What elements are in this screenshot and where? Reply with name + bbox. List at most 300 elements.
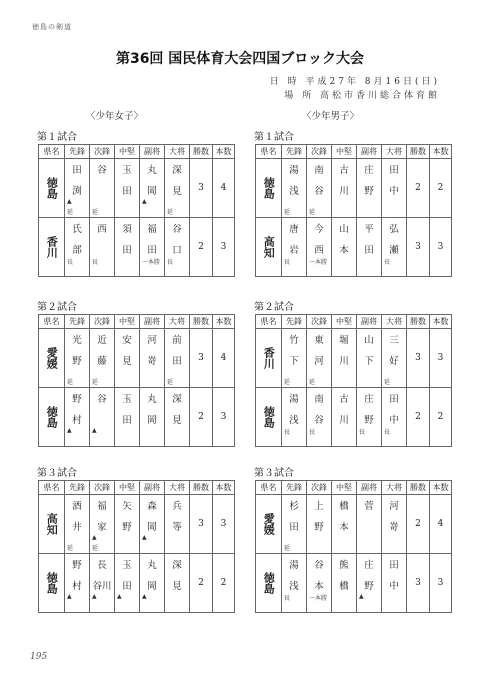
player-cell <box>357 159 382 218</box>
player-name-1: 湯 <box>289 560 299 571</box>
result-mark: ▲ <box>92 534 97 541</box>
player-name-1: 兵 <box>172 501 182 512</box>
column-header: 次鋒 <box>307 315 332 329</box>
column-header: 本数 <box>213 145 235 159</box>
player-cell <box>382 218 407 277</box>
player-name-2: 藤 <box>97 356 107 367</box>
win-count: 3 <box>407 554 430 613</box>
player-name-2: 渕 <box>72 186 82 197</box>
player-cell <box>357 329 382 388</box>
column-header: 大将 <box>382 315 407 329</box>
result-note: 延 <box>309 209 316 216</box>
player-name-1: 玉 <box>122 165 132 176</box>
player-name-2: 本 <box>339 245 349 256</box>
player-name-1: 深 <box>172 394 182 405</box>
result-note: 延 <box>384 379 391 386</box>
player-name-2: 中 <box>389 415 399 426</box>
column-header: 次鋒 <box>307 481 332 495</box>
player-cell <box>90 218 115 277</box>
player-cell <box>90 329 115 388</box>
player-name-1: 丸 <box>147 394 157 405</box>
result-mark: 長 <box>384 429 391 436</box>
player-name-2: 家 <box>97 522 107 533</box>
team-row <box>256 159 452 218</box>
player-name-2: 田 <box>147 245 157 256</box>
win-count: 2 <box>190 218 213 277</box>
column-header: 先鋒 <box>65 145 90 159</box>
player-name-1: 野 <box>72 560 82 571</box>
team-name: 徳島 <box>256 159 282 218</box>
player-name-2: 川 <box>339 356 349 367</box>
player-name-2: 口 <box>172 245 182 256</box>
player-cell <box>357 495 382 554</box>
girls-match-3-table <box>38 480 235 613</box>
player-name-1: 安 <box>122 335 132 346</box>
player-name-1: 南 <box>314 394 324 405</box>
team-name: 徳島 <box>39 388 65 447</box>
player-name-2: 田 <box>122 415 132 426</box>
player-name-1: 古 <box>339 394 349 405</box>
column-header: 次鋒 <box>90 145 115 159</box>
player-name-2: 田 <box>122 581 132 592</box>
player-name-1: 谷 <box>97 394 107 405</box>
player-cell <box>115 218 140 277</box>
player-name-1: 湯 <box>289 394 299 405</box>
player-name-1: 田 <box>389 560 399 571</box>
player-cell <box>140 495 165 554</box>
player-cell <box>282 218 307 277</box>
result-mark: ▲ <box>117 593 122 600</box>
player-name-2: 部 <box>72 245 82 256</box>
team-name: 徳島 <box>256 554 282 613</box>
player-name-2: 嵜 <box>389 522 399 533</box>
column-header: 県名 <box>256 315 282 329</box>
result-mark: 一本勝 <box>309 595 328 602</box>
point-count: 3 <box>213 218 235 277</box>
player-name-1: 三 <box>389 335 399 346</box>
column-header: 大将 <box>165 145 190 159</box>
column-header: 勝数 <box>407 481 430 495</box>
team-name: 愛媛 <box>256 495 282 554</box>
result-mark: 長 <box>284 259 291 266</box>
player-name-1: 菅 <box>364 501 374 512</box>
player-name-2: 瀬 <box>389 245 399 256</box>
player-name-2: 下 <box>364 356 374 367</box>
player-name-1: 弘 <box>389 224 399 235</box>
player-cell <box>307 159 332 218</box>
player-name-2: 橋 <box>339 581 349 592</box>
column-header: 本数 <box>430 145 452 159</box>
player-name-2: 見 <box>122 356 132 367</box>
player-name-1: 唐 <box>289 224 299 235</box>
win-count: 2 <box>407 388 430 447</box>
player-name-1: 山 <box>364 335 374 346</box>
player-name-1: 森 <box>147 501 157 512</box>
column-header: 中堅 <box>115 315 140 329</box>
player-cell <box>282 495 307 554</box>
player-cell <box>165 159 190 218</box>
player-cell <box>115 554 140 613</box>
result-mark: 長 <box>167 259 174 266</box>
win-count: 3 <box>407 329 430 388</box>
team-row <box>256 388 452 447</box>
result-note: 延 <box>284 545 291 552</box>
player-name-1: 熊 <box>339 560 349 571</box>
team-name: 高知 <box>39 495 65 554</box>
boys-match-1-table <box>255 144 452 277</box>
player-name-1: 竹 <box>289 335 299 346</box>
column-header: 県名 <box>256 481 282 495</box>
team-name: 香川 <box>256 329 282 388</box>
player-name-1: 河 <box>389 501 399 512</box>
result-mark: 長 <box>359 429 366 436</box>
column-header: 副将 <box>140 145 165 159</box>
player-cell <box>307 388 332 447</box>
column-header: 次鋒 <box>307 145 332 159</box>
player-name-2: 河 <box>314 356 324 367</box>
player-cell <box>332 388 357 447</box>
player-name-2: 野 <box>122 522 132 533</box>
player-cell <box>357 554 382 613</box>
player-name-1: 野 <box>72 394 82 405</box>
result-mark: 長 <box>309 429 316 436</box>
player-cell <box>165 554 190 613</box>
player-name-2: 本 <box>314 581 324 592</box>
boys-match-2-label: 第２試合 <box>254 302 294 313</box>
column-header: 県名 <box>256 145 282 159</box>
point-count: 3 <box>213 388 235 447</box>
player-name-2: 岡 <box>147 186 157 197</box>
player-name-1: 谷 <box>314 560 324 571</box>
point-count: 4 <box>430 495 452 554</box>
team-name: 徳島 <box>256 388 282 447</box>
win-count: 2 <box>407 495 430 554</box>
player-cell <box>140 159 165 218</box>
result-note: 延 <box>167 209 174 216</box>
boys-section-label: 〈少年男子〉 <box>302 111 360 122</box>
player-cell <box>282 329 307 388</box>
result-mark: ▲ <box>359 593 364 600</box>
boys-match-2-table <box>255 314 452 447</box>
player-name-2: 岡 <box>147 581 157 592</box>
player-cell <box>357 388 382 447</box>
player-name-2: 谷 <box>314 186 324 197</box>
player-name-2: 浅 <box>289 581 299 592</box>
column-header: 中堅 <box>332 315 357 329</box>
player-name-1: 上 <box>314 501 324 512</box>
result-note: 延 <box>67 379 74 386</box>
player-cell <box>307 329 332 388</box>
result-note: 延 <box>92 545 99 552</box>
player-name-2: 西 <box>314 245 324 256</box>
team-name: 徳島 <box>39 554 65 613</box>
player-name-2: 川 <box>339 415 349 426</box>
column-header: 勝数 <box>190 145 213 159</box>
team-row <box>39 329 235 388</box>
result-mark: 一本勝 <box>142 259 161 266</box>
girls-match-3-label: 第３試合 <box>37 468 77 479</box>
girls-match-1-table <box>38 144 235 277</box>
player-name-1: 庄 <box>364 560 374 571</box>
result-mark: ▲ <box>142 534 147 541</box>
player-cell <box>332 495 357 554</box>
player-name-2: 中 <box>389 581 399 592</box>
result-note: 延 <box>167 379 174 386</box>
player-name-1: 玉 <box>122 560 132 571</box>
player-name-2: 谷 <box>314 415 324 426</box>
player-name-2: 見 <box>172 415 182 426</box>
player-name-1: 西 <box>97 224 107 235</box>
team-name: 徳島 <box>39 159 65 218</box>
player-name-1: 庄 <box>364 394 374 405</box>
win-count: 3 <box>190 495 213 554</box>
player-name-1: 矢 <box>122 501 132 512</box>
player-name-2: 田 <box>289 522 299 533</box>
column-header: 勝数 <box>407 315 430 329</box>
column-header: 本数 <box>213 315 235 329</box>
column-header: 次鋒 <box>90 481 115 495</box>
result-note: 延 <box>92 379 99 386</box>
column-header: 大将 <box>382 481 407 495</box>
player-name-2: 村 <box>72 415 82 426</box>
result-mark: 長 <box>284 429 291 436</box>
player-cell <box>65 388 90 447</box>
result-mark: ▲ <box>92 427 97 434</box>
player-cell <box>65 329 90 388</box>
player-name-2: 野 <box>364 581 374 592</box>
player-name-1: 谷 <box>97 165 107 176</box>
player-name-1: 福 <box>97 501 107 512</box>
girls-section-label: 〈少年女子〉 <box>86 111 144 122</box>
player-name-2: 岩 <box>289 245 299 256</box>
team-row <box>256 329 452 388</box>
player-name-1: 河 <box>147 335 157 346</box>
point-count: 3 <box>430 329 452 388</box>
player-cell <box>90 495 115 554</box>
player-name-1: 酒 <box>72 501 82 512</box>
player-name-1: 湯 <box>289 165 299 176</box>
point-count: 3 <box>213 495 235 554</box>
column-header: 本数 <box>213 481 235 495</box>
running-header: 徳島の剣道 <box>32 23 72 31</box>
column-header: 中堅 <box>115 481 140 495</box>
column-header: 本数 <box>430 315 452 329</box>
column-header: 大将 <box>165 481 190 495</box>
player-name-2: 浅 <box>289 186 299 197</box>
column-header: 中堅 <box>332 481 357 495</box>
player-name-2: 中 <box>389 186 399 197</box>
result-mark: ▲ <box>67 593 72 600</box>
column-header: 中堅 <box>332 145 357 159</box>
player-name-1: 田 <box>389 165 399 176</box>
player-cell <box>332 159 357 218</box>
player-name-1: 玉 <box>122 394 132 405</box>
player-name-1: 平 <box>364 224 374 235</box>
girls-match-1-label: 第１試合 <box>37 132 77 143</box>
page-number: 195 <box>30 652 48 662</box>
player-name-2: 下 <box>289 356 299 367</box>
player-cell <box>307 554 332 613</box>
player-cell <box>65 218 90 277</box>
column-header: 副将 <box>140 315 165 329</box>
player-cell <box>115 388 140 447</box>
player-cell <box>332 329 357 388</box>
player-name-1: 福 <box>147 224 157 235</box>
player-name-2: 本 <box>339 522 349 533</box>
win-count: 2 <box>190 554 213 613</box>
column-header: 大将 <box>165 315 190 329</box>
player-cell <box>115 159 140 218</box>
player-name-2: 田 <box>122 186 132 197</box>
result-mark: ▲ <box>142 593 147 600</box>
result-note: 延 <box>92 209 99 216</box>
player-name-2: 見 <box>172 186 182 197</box>
player-name-2: 野 <box>364 415 374 426</box>
column-header: 副将 <box>357 481 382 495</box>
team-name: 香川 <box>39 218 65 277</box>
player-name-2: 岡 <box>147 415 157 426</box>
player-cell <box>282 159 307 218</box>
girls-match-2-label: 第２試合 <box>37 302 77 313</box>
column-header: 県名 <box>39 315 65 329</box>
player-name-2: 等 <box>172 522 182 533</box>
boys-match-3-label: 第３試合 <box>254 468 294 479</box>
player-cell <box>307 495 332 554</box>
player-name-1: 谷 <box>172 224 182 235</box>
result-note: 延 <box>284 209 291 216</box>
player-name-1: 庄 <box>364 165 374 176</box>
player-name-2: 田 <box>364 245 374 256</box>
team-row <box>39 218 235 277</box>
point-count: 2 <box>430 159 452 218</box>
player-name-2: 井 <box>72 522 82 533</box>
player-cell <box>165 218 190 277</box>
player-cell <box>382 388 407 447</box>
player-cell <box>382 495 407 554</box>
player-name-1: 田 <box>389 394 399 405</box>
column-header: 県名 <box>39 481 65 495</box>
team-row <box>39 159 235 218</box>
player-cell <box>332 554 357 613</box>
team-row <box>256 495 452 554</box>
column-header: 先鋒 <box>282 481 307 495</box>
player-name-2: 川 <box>339 186 349 197</box>
point-count: 2 <box>430 388 452 447</box>
player-cell <box>65 159 90 218</box>
player-name-1: 深 <box>172 165 182 176</box>
player-name-2: 野 <box>314 522 324 533</box>
column-header: 勝数 <box>190 315 213 329</box>
win-count: 2 <box>407 159 430 218</box>
player-name-2: 野 <box>364 186 374 197</box>
player-name-1: 前 <box>172 335 182 346</box>
player-cell <box>90 159 115 218</box>
player-cell <box>65 495 90 554</box>
player-name-2: 田 <box>122 245 132 256</box>
result-mark: 長 <box>67 259 74 266</box>
boys-match-3-table <box>255 480 452 613</box>
player-cell <box>90 388 115 447</box>
player-name-2: 村 <box>72 581 82 592</box>
player-cell <box>165 495 190 554</box>
player-name-2: 好 <box>389 356 399 367</box>
column-header: 副将 <box>140 481 165 495</box>
player-cell <box>65 554 90 613</box>
team-row <box>39 554 235 613</box>
player-cell <box>140 329 165 388</box>
player-cell <box>282 554 307 613</box>
point-count: 2 <box>213 554 235 613</box>
player-cell <box>115 495 140 554</box>
player-name-1: 今 <box>314 224 324 235</box>
column-header: 先鋒 <box>65 315 90 329</box>
result-note: 延 <box>67 545 74 552</box>
win-count: 3 <box>407 218 430 277</box>
column-header: 副将 <box>357 145 382 159</box>
player-name-2: 田 <box>172 356 182 367</box>
column-header: 次鋒 <box>90 315 115 329</box>
player-name-1: 橋 <box>339 501 349 512</box>
result-mark: 長 <box>92 259 99 266</box>
player-name-1: 丸 <box>147 165 157 176</box>
event-venue: 場 所 高松市香川総合体育館 <box>284 91 440 101</box>
player-name-1: 山 <box>339 224 349 235</box>
player-name-1: 東 <box>314 335 324 346</box>
player-name-1: 氏 <box>72 224 82 235</box>
result-note: 延 <box>67 209 74 216</box>
player-name-2: 野 <box>72 356 82 367</box>
player-name-2: 浅 <box>289 415 299 426</box>
event-date: 日 時 平成27年 8月16日(日) <box>269 77 440 87</box>
player-cell <box>165 329 190 388</box>
player-cell <box>382 329 407 388</box>
point-count: 4 <box>213 159 235 218</box>
column-header: 中堅 <box>115 145 140 159</box>
column-header: 先鋒 <box>282 315 307 329</box>
player-name-1: 杉 <box>289 501 299 512</box>
result-mark: ▲ <box>67 198 72 205</box>
player-cell <box>165 388 190 447</box>
team-row <box>256 554 452 613</box>
column-header: 県名 <box>39 145 65 159</box>
result-note: 延 <box>284 379 291 386</box>
player-cell <box>307 218 332 277</box>
team-row <box>39 495 235 554</box>
result-mark: ▲ <box>142 198 147 205</box>
boys-match-1-label: 第１試合 <box>254 132 294 143</box>
player-cell <box>382 159 407 218</box>
result-mark: 一本勝 <box>309 259 328 266</box>
result-mark: ▲ <box>92 593 97 600</box>
player-name-1: 深 <box>172 560 182 571</box>
win-count: 3 <box>190 159 213 218</box>
column-header: 大将 <box>382 145 407 159</box>
win-count: 2 <box>190 388 213 447</box>
player-name-1: 須 <box>122 224 132 235</box>
column-header: 勝数 <box>407 145 430 159</box>
player-name-1: 南 <box>314 165 324 176</box>
result-mark: 長 <box>384 259 391 266</box>
point-count: 3 <box>430 554 452 613</box>
win-count: 3 <box>190 329 213 388</box>
team-name: 高知 <box>256 218 282 277</box>
player-name-1: 古 <box>339 165 349 176</box>
page-title: 第36回 国民体育大会四国ブロック大会 <box>115 51 365 67</box>
player-cell <box>140 388 165 447</box>
player-name-1: 近 <box>97 335 107 346</box>
point-count: 4 <box>213 329 235 388</box>
girls-match-2-table <box>38 314 235 447</box>
